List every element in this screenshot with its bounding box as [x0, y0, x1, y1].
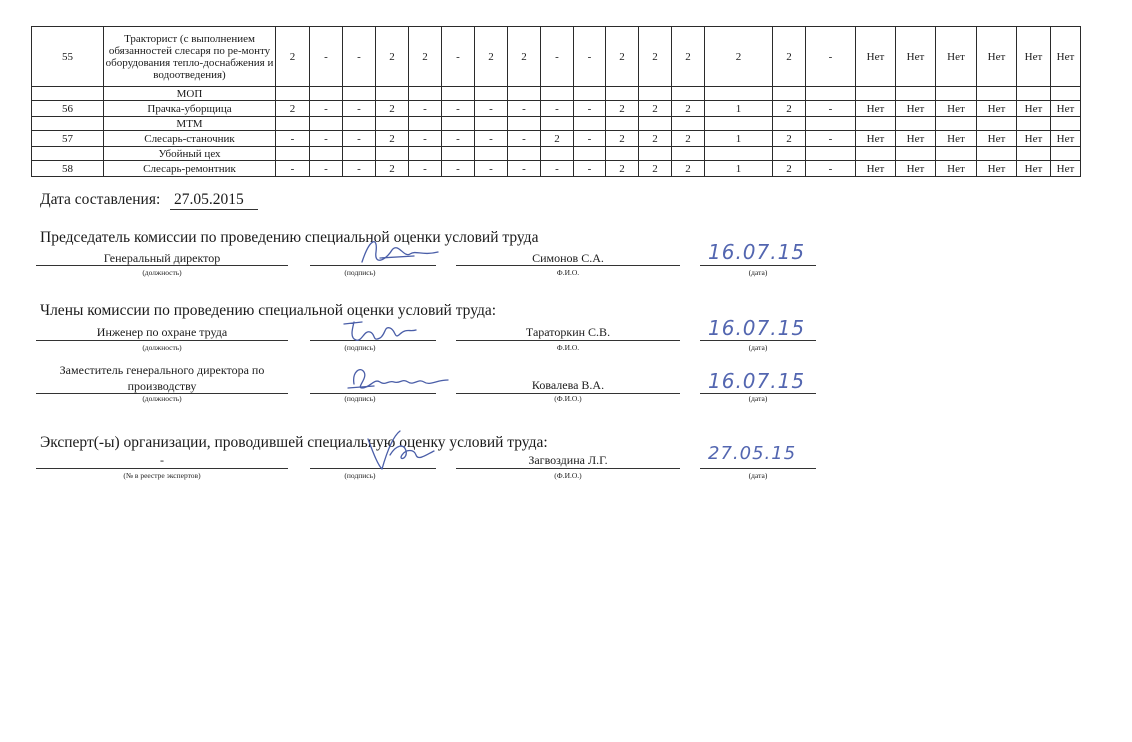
- section-num-cell: [32, 87, 104, 101]
- table-cell: [936, 87, 977, 101]
- date-value: 27.05.2015: [174, 191, 244, 208]
- table-cell: 2: [276, 27, 310, 87]
- table-cell: -: [508, 101, 541, 117]
- table-cell: Нет: [936, 161, 977, 177]
- table-cell: [574, 147, 606, 161]
- table-cell: 2: [773, 161, 806, 177]
- table-cell: [1017, 147, 1051, 161]
- chair-signature: [352, 232, 444, 272]
- section-label: МОП: [104, 87, 276, 101]
- table-cell: [672, 117, 705, 131]
- table-cell: Нет: [1017, 161, 1051, 177]
- table-cell: 2: [606, 101, 639, 117]
- table-cell: [1017, 87, 1051, 101]
- member1-signature: [340, 314, 420, 348]
- table-cell: 2: [672, 161, 705, 177]
- table-cell: Нет: [936, 27, 977, 87]
- table-cell: [508, 117, 541, 131]
- row-number: 58: [32, 161, 104, 177]
- table-cell: -: [343, 101, 376, 117]
- section-label: МТМ: [104, 117, 276, 131]
- section-row: [32, 87, 1081, 101]
- table-cell: [574, 117, 606, 131]
- table-cell: 2: [409, 27, 442, 87]
- table-cell: Нет: [856, 131, 896, 147]
- table-cell: [773, 87, 806, 101]
- member1-date-handwritten: 16.07.15: [708, 316, 806, 340]
- date-underline: [170, 209, 258, 210]
- table-cell: 2: [639, 27, 672, 87]
- member1-position-caption: (должность): [142, 343, 182, 352]
- table-cell: [276, 117, 310, 131]
- table-cell: [936, 117, 977, 131]
- table-cell: Нет: [977, 161, 1017, 177]
- table-cell: [1017, 117, 1051, 131]
- row-number: 55: [32, 27, 104, 87]
- table-cell: [310, 147, 343, 161]
- table-cell: -: [541, 161, 574, 177]
- table-cell: -: [310, 131, 343, 147]
- table-cell: [705, 117, 773, 131]
- table-cell: [856, 147, 896, 161]
- table-cell: [806, 117, 856, 131]
- table-cell: Нет: [1051, 131, 1081, 147]
- table-cell: -: [508, 161, 541, 177]
- expert-heading: Эксперт(-ы) организации, проводившей специальную оценку условий труда:: [40, 434, 548, 451]
- table-cell: [936, 147, 977, 161]
- table-cell: -: [806, 131, 856, 147]
- table-cell: [896, 147, 936, 161]
- table-cell: Нет: [856, 101, 896, 117]
- table-cell: 2: [376, 161, 409, 177]
- table-cell: 2: [606, 161, 639, 177]
- table-cell: [896, 117, 936, 131]
- table-cell: Нет: [856, 27, 896, 87]
- table-cell: [343, 117, 376, 131]
- table-cell: Нет: [936, 131, 977, 147]
- table-cell: [1051, 147, 1081, 161]
- table-cell: Нет: [896, 27, 936, 87]
- table-cell: -: [574, 131, 606, 147]
- table-cell: 2: [606, 131, 639, 147]
- member2-signature: [344, 362, 456, 396]
- table-cell: -: [343, 161, 376, 177]
- table-cell: -: [806, 27, 856, 87]
- table-cell: [442, 87, 475, 101]
- table-cell: [376, 147, 409, 161]
- member2-position-line2: производству: [127, 379, 197, 393]
- member2-name: Ковалева В.А.: [531, 378, 605, 392]
- table-cell: [541, 87, 574, 101]
- section-label: Убойный цех: [104, 147, 276, 161]
- expert-date-caption: (дата): [748, 471, 768, 480]
- row-number: 57: [32, 131, 104, 147]
- member1-name: Тараторкин С.В.: [525, 325, 611, 339]
- job-title: Слесарь-ремонтник: [104, 161, 276, 177]
- table-cell: -: [806, 161, 856, 177]
- table-cell: 2: [705, 27, 773, 87]
- member1-position: Инженер по охране труда: [96, 325, 228, 339]
- table-cell: Нет: [1051, 161, 1081, 177]
- table-cell: [773, 117, 806, 131]
- table-row: [32, 161, 1081, 177]
- table-cell: 2: [475, 27, 508, 87]
- table-row: [32, 27, 1081, 87]
- table-cell: -: [409, 101, 442, 117]
- table-cell: [475, 117, 508, 131]
- table-cell: [606, 117, 639, 131]
- table-cell: [806, 147, 856, 161]
- table-cell: 1: [705, 101, 773, 117]
- table-cell: -: [276, 161, 310, 177]
- table-cell: [508, 147, 541, 161]
- member2-position: Заместитель генерального директора по: [59, 363, 265, 377]
- row-number: 56: [32, 101, 104, 117]
- table-cell: -: [409, 131, 442, 147]
- table-cell: 2: [376, 27, 409, 87]
- table-cell: -: [343, 131, 376, 147]
- table-cell: [773, 147, 806, 161]
- table-cell: Нет: [936, 101, 977, 117]
- table-cell: Нет: [896, 161, 936, 177]
- chair-name-caption: Ф.И.О.: [556, 268, 580, 277]
- table-cell: -: [475, 161, 508, 177]
- table-cell: [856, 87, 896, 101]
- table-cell: 1: [705, 131, 773, 147]
- table-cell: [376, 87, 409, 101]
- section-row: [32, 117, 1081, 131]
- job-title: Слесарь-станочник: [104, 131, 276, 147]
- table-cell: -: [574, 161, 606, 177]
- expert-sign-caption: (подпись): [344, 471, 376, 480]
- chair-sign-caption: (подпись): [344, 268, 376, 277]
- table-cell: 2: [672, 101, 705, 117]
- table-cell: 2: [639, 131, 672, 147]
- table-cell: [672, 147, 705, 161]
- table-cell: Нет: [896, 131, 936, 147]
- chair-name: Симонов С.А.: [532, 251, 604, 265]
- date-label: Дата составления:: [40, 191, 161, 208]
- table-cell: -: [343, 27, 376, 87]
- table-cell: [376, 117, 409, 131]
- table-cell: [672, 87, 705, 101]
- table-cell: Нет: [1051, 27, 1081, 87]
- table-cell: -: [442, 101, 475, 117]
- table-cell: 2: [639, 101, 672, 117]
- job-title: Прачка-уборщица: [104, 101, 276, 117]
- table-cell: -: [508, 131, 541, 147]
- section-num-cell: [32, 147, 104, 161]
- table-cell: [475, 147, 508, 161]
- member1-date-caption: (дата): [748, 343, 768, 352]
- table-cell: [639, 147, 672, 161]
- expert-date-handwritten: 27.05.15: [708, 443, 797, 464]
- table-cell: [856, 117, 896, 131]
- table-cell: Нет: [977, 27, 1017, 87]
- table-cell: -: [806, 101, 856, 117]
- member2-date-caption: (дата): [748, 394, 768, 403]
- table-cell: -: [541, 101, 574, 117]
- table-cell: 2: [541, 131, 574, 147]
- table-cell: 2: [773, 27, 806, 87]
- member1-name-caption: Ф.И.О.: [556, 343, 580, 352]
- table-row: [32, 131, 1081, 147]
- assessment-table: [31, 26, 1081, 177]
- table-cell: 2: [773, 131, 806, 147]
- table-cell: 2: [376, 131, 409, 147]
- table-cell: [508, 87, 541, 101]
- table-cell: Нет: [1017, 27, 1051, 87]
- table-cell: -: [310, 161, 343, 177]
- table-cell: 2: [672, 131, 705, 147]
- table-cell: Нет: [1017, 131, 1051, 147]
- table-cell: -: [442, 161, 475, 177]
- table-cell: [310, 117, 343, 131]
- table-cell: [1051, 117, 1081, 131]
- section-num-cell: [32, 117, 104, 131]
- table-cell: -: [310, 101, 343, 117]
- table-cell: -: [574, 101, 606, 117]
- table-cell: [574, 87, 606, 101]
- expert-name: Загвоздина Л.Г.: [528, 453, 608, 467]
- table-cell: 2: [773, 101, 806, 117]
- table-cell: Нет: [1017, 101, 1051, 117]
- table-row: [32, 101, 1081, 117]
- table-cell: [409, 87, 442, 101]
- table-cell: [705, 87, 773, 101]
- table-cell: -: [475, 101, 508, 117]
- member1-sign-caption: (подпись): [344, 343, 376, 352]
- table-cell: [276, 87, 310, 101]
- chair-position: Генеральный директор: [103, 251, 221, 265]
- table-cell: [276, 147, 310, 161]
- expert-signature: [360, 425, 440, 473]
- table-cell: -: [310, 27, 343, 87]
- table-cell: 2: [276, 101, 310, 117]
- table-cell: [541, 147, 574, 161]
- table-cell: [977, 117, 1017, 131]
- table-cell: -: [541, 27, 574, 87]
- members-heading: Члены комиссии по проведению специальной оценки условий труда:: [40, 302, 497, 319]
- table-cell: -: [442, 27, 475, 87]
- member2-date-handwritten: 16.07.15: [708, 369, 806, 393]
- table-cell: Нет: [1051, 101, 1081, 117]
- chair-date-caption: (дата): [748, 268, 768, 277]
- table-cell: [806, 87, 856, 101]
- table-cell: 1: [705, 161, 773, 177]
- table-cell: [310, 87, 343, 101]
- table-cell: Нет: [977, 101, 1017, 117]
- expert-registry: -: [160, 453, 164, 467]
- expert-name-caption: (Ф.И.О.): [554, 471, 582, 480]
- table-cell: 2: [672, 27, 705, 87]
- table-cell: 2: [606, 27, 639, 87]
- table-cell: -: [276, 131, 310, 147]
- table-cell: [409, 117, 442, 131]
- table-cell: 2: [376, 101, 409, 117]
- table-cell: [343, 147, 376, 161]
- table-cell: [705, 147, 773, 161]
- section-row: [32, 147, 1081, 161]
- member2-sign-caption: (подпись): [344, 394, 376, 403]
- table-cell: Нет: [896, 101, 936, 117]
- table-cell: Нет: [977, 131, 1017, 147]
- table-cell: [606, 147, 639, 161]
- table-cell: Нет: [856, 161, 896, 177]
- table-cell: [977, 87, 1017, 101]
- table-cell: [896, 87, 936, 101]
- table-cell: [977, 147, 1017, 161]
- member2-name-caption: (Ф.И.О.): [554, 394, 582, 403]
- table-cell: [409, 147, 442, 161]
- chair-heading: Председатель комиссии по проведению специальной оценки условий труда: [40, 229, 539, 246]
- table-cell: -: [574, 27, 606, 87]
- table-cell: [442, 117, 475, 131]
- expert-registry-caption: (№ в реестре экспертов): [123, 471, 201, 480]
- table-cell: [343, 87, 376, 101]
- table-cell: -: [475, 131, 508, 147]
- table-cell: 2: [508, 27, 541, 87]
- table-cell: [606, 87, 639, 101]
- table-cell: -: [442, 131, 475, 147]
- table-cell: [442, 147, 475, 161]
- table-cell: 2: [639, 161, 672, 177]
- table-cell: [1051, 87, 1081, 101]
- table-cell: [541, 117, 574, 131]
- job-title: Тракторист (с выполнением обязанностей слесаря по ре-монту оборудования тепло-доснабжения и водоотведения): [104, 27, 276, 87]
- table-cell: [639, 117, 672, 131]
- chair-position-caption: (должность): [142, 268, 182, 277]
- chair-date-handwritten: 16.07.15: [708, 240, 806, 264]
- table-cell: -: [409, 161, 442, 177]
- table-cell: [639, 87, 672, 101]
- member2-position-caption: (должность): [142, 394, 182, 403]
- table-cell: [475, 87, 508, 101]
